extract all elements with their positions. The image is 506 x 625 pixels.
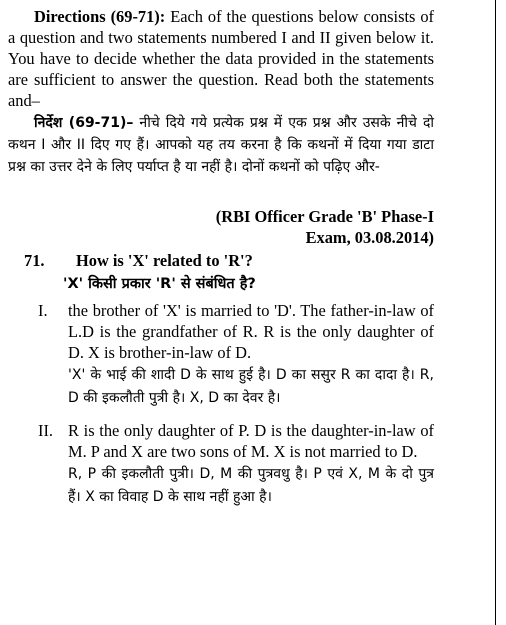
directions-text-hindi: नीचे दिये गये प्रत्येक प्रश्न में एक प्रश्न और उसके नीचे दो कथन I और II दिए गए हैं। आपको यह तय करना है कि कथनों में दिया गया डाटा प्रश्न का उत्तर देने के लिए पर्याप्त है या नहीं है। दोनों कथनों को पढ़िए और- <box>8 115 435 175</box>
question-text-english: How is 'X' related to 'R'? <box>76 251 253 270</box>
directions-english <box>8 6 434 111</box>
directions-hindi <box>8 112 434 178</box>
directions-label-english: Directions (69-71): <box>34 7 166 26</box>
question-page <box>8 6 434 509</box>
statement-text-hindi: R, P की इकलौती पुत्री। D, M की पुत्रवधु है। P एवं X, M के दो पुत्र हैं। X का विवाह D के साथ नहीं हुआ है। <box>68 466 434 505</box>
statement-numeral: II. <box>38 421 54 440</box>
statement-text-english: R is the only daughter of P. D is the daughter-in-law of M. P and X are two sons of M. X is not married to D. <box>68 421 434 461</box>
question-number: 71. <box>24 251 45 270</box>
statement-text-english: the brother of 'X' is married to 'D'. The father-in-law of L.D is the grandfather of R. R is the only daughter of D. X is brother-in-law of D. <box>68 301 434 362</box>
exam-source-line2: Exam, 03.08.2014) <box>305 228 434 247</box>
directions-label-hindi: निर्देश (69-71)– <box>34 115 134 131</box>
statement-2 <box>8 420 434 509</box>
exam-source-line1: (RBI Officer Grade 'B' Phase-I <box>215 207 434 226</box>
exam-source <box>8 206 434 248</box>
statement-1 <box>8 300 434 410</box>
statement-text-hindi: 'X' के भाई की शादी D के साथ हुई है। D का ससुर R का दादा है। R, D की इकलौती पुत्री है। X, D का देवर है। <box>68 367 434 406</box>
question-text-hindi: 'X' किसी प्रकार 'R' से संबंधित है? <box>63 276 256 292</box>
directions-text-english: Each of the questions below consists of a question and two statements numbered I and II given below it. You have to decide whether the data provided in the statements are sufficient to answer the question. Read both the statements and– <box>8 7 435 110</box>
statement-numeral: I. <box>38 301 48 320</box>
column-rule <box>495 0 496 625</box>
question-71 <box>8 250 434 272</box>
